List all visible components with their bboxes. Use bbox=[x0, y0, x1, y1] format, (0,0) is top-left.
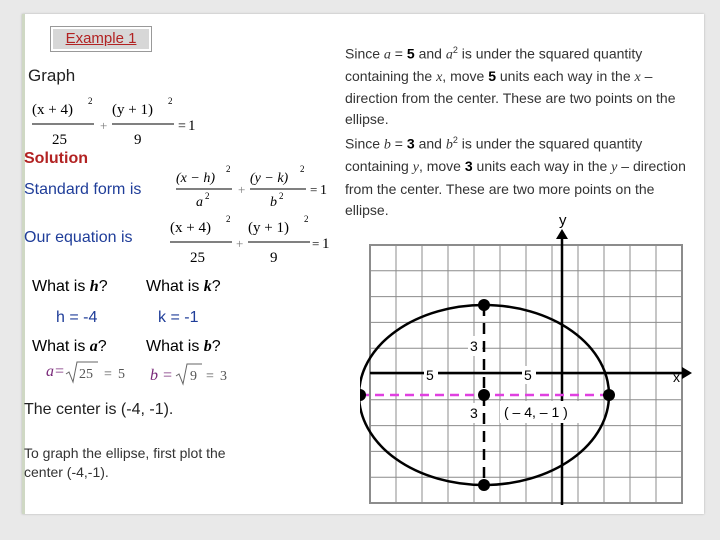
answer-b-eq: = bbox=[206, 369, 214, 384]
bottom-vertex-point bbox=[478, 479, 490, 491]
std-den1: a bbox=[196, 195, 203, 210]
answer-a-radicand: 25 bbox=[79, 367, 93, 382]
standard-form-label: Standard form is bbox=[24, 181, 142, 198]
given-rhs: 1 bbox=[188, 118, 196, 134]
answer-b-result: 3 bbox=[220, 369, 227, 384]
question-h: What is h? bbox=[32, 278, 108, 295]
given-y-part: (y + 1) bbox=[112, 102, 153, 118]
std-den2-exp: 2 bbox=[279, 191, 284, 201]
example-label: Example 1 bbox=[65, 30, 137, 47]
given-equals: = bbox=[178, 119, 186, 134]
answer-a bbox=[44, 358, 140, 386]
given-y-exp: 2 bbox=[168, 96, 173, 106]
label-left: 5 bbox=[426, 367, 434, 383]
std-den1-exp: 2 bbox=[205, 191, 210, 201]
right-vertex-point bbox=[603, 389, 615, 401]
given-equation bbox=[30, 94, 200, 150]
question-a: What is a? bbox=[32, 338, 107, 355]
answer-b bbox=[150, 360, 240, 388]
our-y-exp: 2 bbox=[304, 214, 309, 224]
answer-b-radical bbox=[176, 364, 202, 384]
our-plus: + bbox=[236, 236, 244, 251]
center-point bbox=[478, 389, 490, 401]
our-den2: 9 bbox=[270, 250, 278, 266]
example-badge bbox=[50, 26, 152, 52]
y-axis-arrow bbox=[556, 229, 568, 239]
our-equals: = bbox=[312, 236, 320, 251]
std-x-exp: 2 bbox=[226, 164, 231, 174]
x-axis-arrow bbox=[682, 367, 692, 379]
label-right: 5 bbox=[524, 367, 532, 383]
answer-a-lhs: a= bbox=[46, 363, 65, 380]
std-y-exp: 2 bbox=[300, 164, 305, 174]
top-vertex-point bbox=[478, 299, 490, 311]
our-x-part: (x + 4) bbox=[170, 220, 211, 236]
plot-instruction-line-1: To graph the ellipse, first plot the bbox=[24, 445, 226, 461]
our-den1: 25 bbox=[190, 250, 205, 266]
our-equation bbox=[168, 212, 330, 268]
our-x-exp: 2 bbox=[226, 214, 231, 224]
center-coordinate-label: ( – 4, – 1 ) bbox=[504, 404, 568, 420]
question-k: What is k? bbox=[146, 278, 221, 295]
given-plus: + bbox=[100, 118, 108, 133]
std-x-part: (x − h) bbox=[176, 171, 215, 186]
std-rhs: 1 bbox=[320, 183, 327, 198]
std-den2: b bbox=[270, 195, 277, 210]
explanation-text: Since a = 5 and $a^2$ is under the squared quantity containing the x, move 5 units each way in the x – direction from the center. These are two points on the ellipse. Since b = 3 and $b^2$ is under the squared quantity containing y, move 3 units each way in the y – direction from the center. These are two more points on the ellipse. bbox=[345, 45, 686, 218]
answer-a-eq: = bbox=[104, 367, 112, 382]
answer-b-radicand: 9 bbox=[190, 369, 197, 384]
std-plus: + bbox=[238, 182, 246, 197]
our-equation-label: Our equation is bbox=[24, 229, 133, 246]
x-axis-label: x bbox=[673, 369, 680, 385]
slide-accent-bar bbox=[22, 14, 25, 514]
given-x-part: (x + 4) bbox=[32, 102, 73, 118]
std-y-part: (y − k) bbox=[250, 171, 289, 186]
standard-form-equation bbox=[174, 160, 334, 212]
answer-h: h = -4 bbox=[56, 309, 98, 326]
graph-instruction: Graph bbox=[28, 66, 76, 85]
plot-instruction-line-2: center (-4,-1). bbox=[24, 464, 109, 480]
answer-b-lhs: b = bbox=[150, 367, 173, 384]
center-statement: The center is (-4, -1). bbox=[24, 401, 174, 418]
solution-label: Solution bbox=[24, 150, 88, 167]
label-down: 3 bbox=[470, 405, 478, 421]
our-y-part: (y + 1) bbox=[248, 220, 289, 236]
y-axis-label: y bbox=[559, 212, 567, 229]
left-vertex-point bbox=[360, 389, 366, 401]
label-up: 3 bbox=[470, 338, 478, 354]
std-equals: = bbox=[310, 182, 318, 197]
question-b: What is b? bbox=[146, 338, 221, 355]
our-rhs: 1 bbox=[322, 236, 330, 252]
ellipse-graph bbox=[360, 205, 700, 515]
given-x-exp: 2 bbox=[88, 96, 93, 106]
given-den2: 9 bbox=[134, 132, 142, 148]
given-den1: 25 bbox=[52, 132, 67, 148]
answer-k: k = -1 bbox=[158, 309, 199, 326]
answer-a-result: 5 bbox=[118, 367, 125, 382]
